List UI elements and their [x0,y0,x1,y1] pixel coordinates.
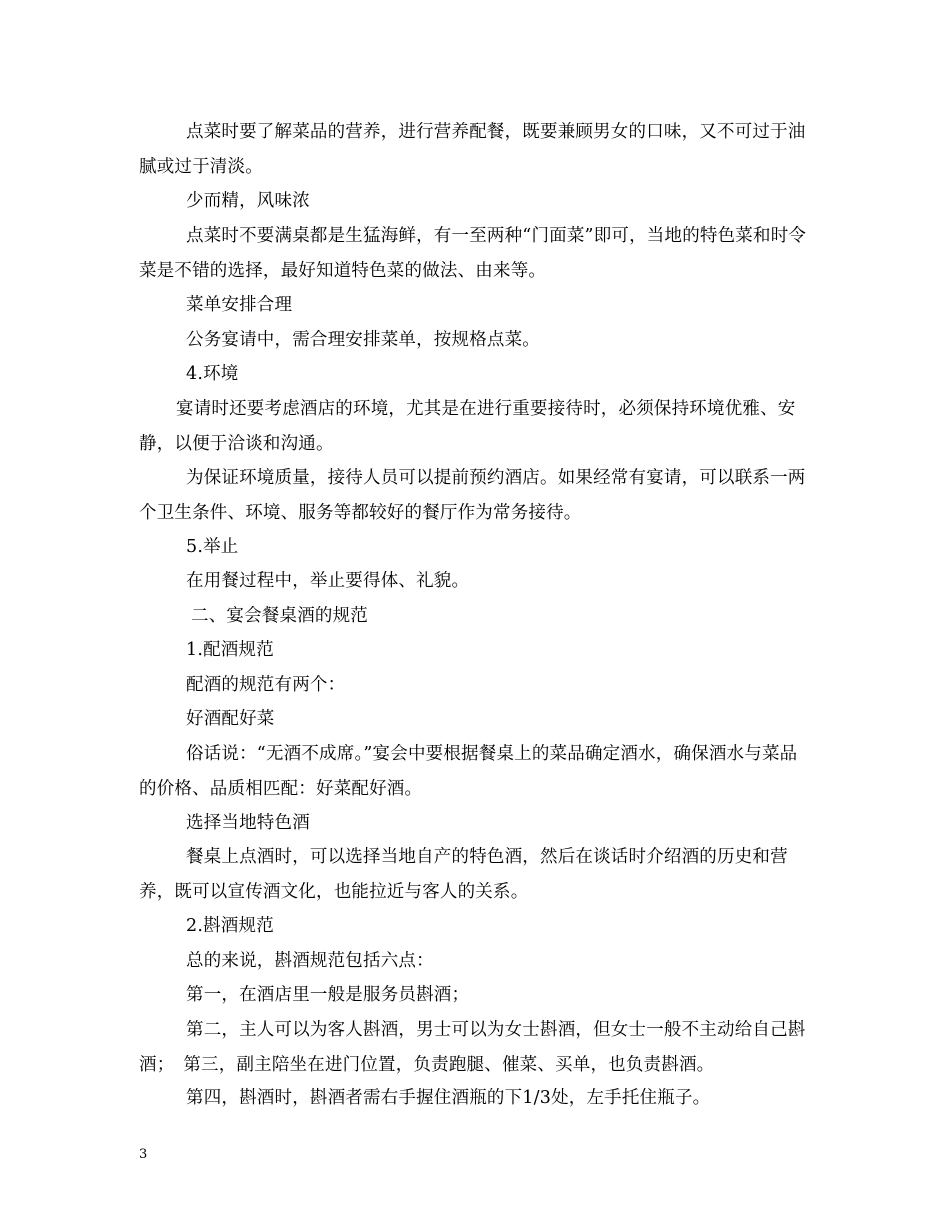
paragraph-point-four: 第四，斟酒时，斟酒者需右手握住酒瓶的下1/3处，左手托住瓶子。 [186,1088,711,1108]
paragraph-proverb: 俗话说：“无酒不成席。”宴会中要根据餐桌上的菜品确定酒水，确保酒水与菜品的价格、品质相匹配：好菜配好酒。 [139,744,798,799]
heading-local-wine: 选择当地特色酒 [186,813,310,833]
paragraph-manners: 在用餐过程中，举止要得体、礼貌。 [186,571,470,591]
paragraph-point-one: 第一，在酒店里一般是服务员斟酒； [186,985,470,1005]
paragraph-reservation: 为保证环境质量，接待人员可以提前预约酒店。如果经常有宴请，可以联系一两个卫生条件、环境、服务等都较好的餐厅作为常务接待。 [139,468,806,523]
paragraph-seafood: 点菜时不要满桌都是生猛海鲜，有一至两种“门面菜”即可，当地的特色菜和时令菜是不错的选择，最好知道特色菜的做法、由来等。 [139,226,807,281]
heading-pouring-rules: 2.斟酒规范 [186,916,274,936]
paragraph-nutrition: 点菜时要了解菜品的营养，进行营养配餐，既要兼顾男女的口味，又不可过于油腻或过于清淡。 [139,122,806,177]
heading-wine-pairing: 1.配酒规范 [186,640,274,660]
page-number: 3 [139,1147,148,1162]
paragraph-two-rules: 配酒的规范有两个： [186,675,346,695]
paragraph-environment: 宴请时还要考虑酒店的环境，尤其是在进行重要接待时，必须保持环境优雅、安静，以便于洽谈和沟通。 [139,399,796,454]
paragraph-six-points: 总的来说，斟酒规范包括六点： [186,951,434,971]
paragraph-official-banquet: 公务宴请中，需合理安排菜单，按规格点菜。 [186,330,540,350]
heading-less-but-fine: 少而精，风味浓 [186,191,310,211]
heading-menu-arrangement: 菜单安排合理 [186,295,293,315]
heading-environment: 4.环境 [186,364,239,384]
heading-manners: 5.举止 [186,537,239,557]
heading-good-wine: 好酒配好菜 [186,709,275,729]
section-heading-wine: 二、宴会餐桌酒的规范 [191,606,368,626]
paragraph-points-two-three: 第二，主人可以为客人斟酒，男士可以为女士斟酒，但女士一般不主动给自己斟酒； 第三，副主陪坐在进门位置，负责跑腿、催菜、买单，也负责斟酒。 [139,1020,806,1075]
paragraph-local-wine: 餐桌上点酒时，可以选择当地自产的特色酒，然后在谈话时介绍酒的历史和营养，既可以宣传酒文化，也能拉近与客人的关系。 [139,847,788,902]
